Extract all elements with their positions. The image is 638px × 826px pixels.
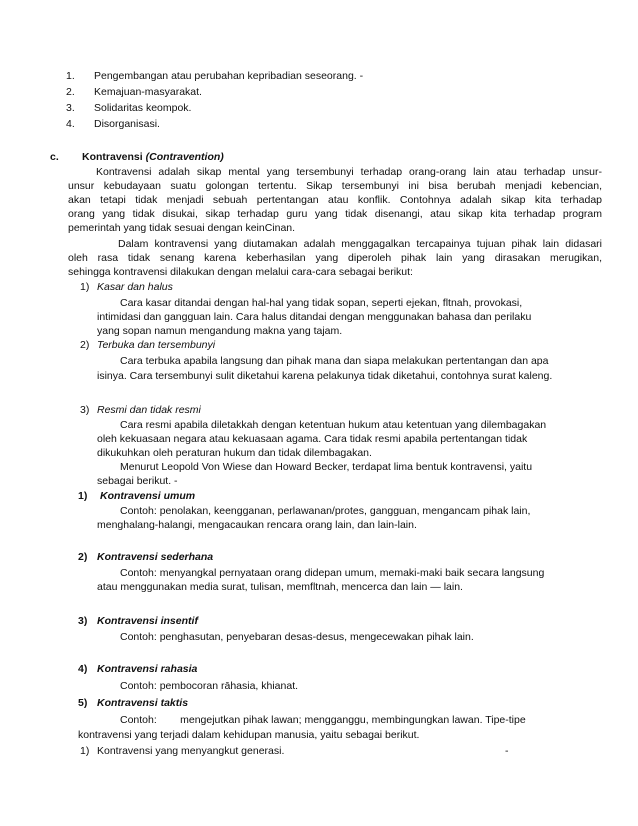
item-line: Contoh: pembocoran rāhasia, khianat. — [120, 680, 299, 692]
item-line: Contoh: penolakan, keengganan, perlawanan/protes, gangguan, mengancam pihak lain, — [120, 505, 531, 517]
item-title: Kontravensi umum — [100, 490, 196, 502]
item-title: Kontravensi rahasia — [97, 663, 198, 675]
item-title: Kasar dan halus — [97, 281, 173, 293]
paragraph-line: pemerintah yang tidak sesuai dengan keinCinan. — [68, 222, 296, 234]
paragraph-line: sehingga kontravensi dilakukan dengan melalui cara-cara sebagai berikut: — [68, 266, 413, 278]
item-line: menghalang-halangi, mengacaukan rencara orang lain, dan lain-lain. — [97, 519, 417, 531]
trailing-dash: - — [505, 745, 509, 757]
paragraph-line: Dalam kontravensi yang diutamakan adalah menggagalkan tercapainya tujuan pihak lain didasari — [118, 238, 602, 250]
item-number: 3) — [78, 615, 88, 627]
item-number: 5) — [78, 697, 88, 709]
item-title: Kontravensi sederhana — [97, 551, 214, 563]
item-number: 1) — [80, 745, 90, 757]
item-line: Kontravensi yang menyangkut generasi. — [97, 745, 285, 757]
item-line: Cara kasar ditandai dengan hal-hal yang tidak sopan, seperti ejekan, fltnah, provokasi, — [120, 297, 523, 309]
item-line: Contoh: menyangkal pernyataan orang didepan umum, memaki-maki baik secara langsung — [120, 567, 545, 579]
item-title: Resmi dan tidak resmi — [97, 404, 201, 416]
item-line: sebagai berikut. - — [97, 475, 178, 487]
item-line: Contoh: mengejutkan pihak lawan; mengganggu, membingungkan lawan. Tipe-tipe — [120, 714, 526, 726]
list-number: 2. — [66, 86, 75, 98]
list-number: 4. — [66, 118, 75, 130]
item-line: intimidasi dan gangguan lain. Cara halus ditandai dengan menggunakan bahasa dan perilaku — [97, 311, 532, 323]
list-item: Disorganisasi. — [94, 118, 160, 130]
section-title: Kontravensi — [82, 151, 143, 163]
paragraph-line: orang yang tidak disukai, sikap terhadap guru yang tidak disenangi, atau sikap kita terhadap program — [68, 208, 602, 220]
paragraph-line: akan tetapi tidak menjadi sebuah pertentangan atau konflik. Contohnya adalah sikap kita terhadap — [68, 194, 602, 206]
section-title-line — [82, 151, 224, 164]
item-title: Kontravensi taktis — [97, 697, 189, 709]
item-line: Cara terbuka apabila langsung dan pihak mana dan siapa melakukan pertentangan dan apa — [120, 355, 549, 367]
paragraph-line: unsur kebudayaan suatu golongan tertentu. Sikap tersembunyi ini bisa berubah menjadi kebencian, — [68, 180, 602, 192]
list-number: 3. — [66, 102, 75, 114]
item-line: dikukuhkan oleh peraturan hukum dan tidak dilembagakan. — [97, 447, 372, 459]
list-item: Solidaritas keompok. — [94, 102, 192, 114]
item-line: atau menggunakan media surat, tulisan, memfltnah, mencerca dan lain — lain. — [97, 581, 463, 593]
item-number: 2) — [78, 551, 88, 563]
item-number: 3) — [80, 404, 90, 416]
item-number: 1) — [80, 281, 90, 293]
list-item: Pengembangan atau perubahan kepribadian seseorang. - — [94, 70, 364, 82]
section-letter: c. — [50, 151, 59, 163]
list-number: 1. — [66, 70, 75, 82]
section-title-italic: (Contravention) — [145, 151, 224, 163]
item-line: yang sopan namun mengandung makna yang tajam. — [97, 325, 343, 337]
item-number: 4) — [78, 663, 88, 675]
item-number: 1) — [78, 490, 88, 502]
item-line: isinya. Cara tersembunyi sulit diketahui karena pelakunya tidak diketahui, contohnya surat kaleng. — [97, 370, 553, 382]
item-line: Menurut Leopold Von Wiese dan Howard Becker, terdapat lima bentuk kontravensi, yaitu — [120, 461, 533, 473]
paragraph-line: Kontravensi adalah sikap mental yang tersembunyi terhadap orang-orang lain atau terhadap unsur- — [96, 166, 602, 178]
item-line: Cara resmi apabila diletakkah dengan ketentuan hukum atau ketentuan yang dilembagakan — [120, 419, 547, 431]
item-title: Kontravensi insentif — [97, 615, 198, 627]
item-line: Contoh: penghasutan, penyebaran desas-desus, mengecewakan pihak lain. — [120, 631, 474, 643]
list-item: Kemajuan-masyarakat. — [94, 86, 202, 98]
item-line: kontravensi yang terjadi dalam kehidupan manusia, yaitu sebagai berikut. — [78, 729, 420, 741]
item-line: oleh kekuasaan negara atau kekuasaan agama. Cara tidak resmi apabila pertentangan tidak — [97, 433, 528, 445]
item-number: 2) — [80, 339, 90, 351]
item-title: Terbuka dan tersembunyi — [97, 339, 216, 351]
paragraph-line: oleh rasa tidak senang karena keberhasilan yang diperoleh pihak lain yang dirasakan merugikan, — [68, 252, 602, 264]
